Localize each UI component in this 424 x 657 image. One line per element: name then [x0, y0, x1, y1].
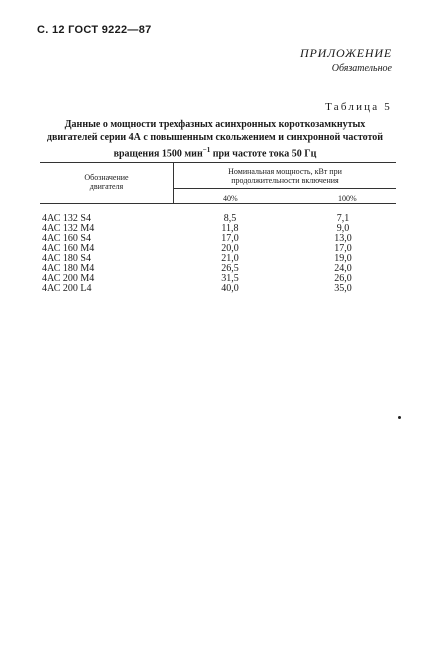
group-header-rule	[174, 188, 396, 189]
caption-superscript: −1	[202, 146, 211, 154]
col-motor-header-line-2: двигателя	[89, 182, 124, 191]
caption-line-3-tail: при частоте тока 50 Гц	[210, 148, 317, 160]
power-100-cell: 35,0	[334, 283, 352, 294]
power-group-header-line-2: продолжительности включения	[231, 176, 339, 185]
caption-line-1: Данные о мощности трехфазных асинхронных короткозамкнутых	[64, 119, 366, 130]
col-motor-header-line-1: Обозначение	[84, 173, 129, 182]
power-100-cell: 24,0	[334, 263, 352, 274]
table-caption	[36, 118, 394, 160]
motor-cell: 4АС 160 S4	[42, 233, 91, 244]
power-100-cell: 7,1	[336, 213, 350, 224]
col-100-header: 100%	[338, 194, 357, 203]
table-body	[40, 204, 396, 294]
page-header: С. 12 ГОСТ 9222—87	[37, 24, 152, 36]
motor-cell: 4АС 160 M4	[42, 243, 95, 254]
appendix-block	[300, 46, 392, 74]
caption-line-2: двигателей серии 4А с повышенным скольжением и синхронной частотой	[46, 132, 384, 143]
power-100-cell: 13,0	[334, 233, 352, 244]
power-40-cell: 40,0	[221, 283, 239, 294]
power-100-cell: 26,0	[334, 273, 352, 284]
motor-cell: 4АС 132 S4	[42, 213, 91, 224]
power-40-cell: 21,0	[221, 253, 239, 264]
motor-cell: 4АС 200 M4	[42, 273, 95, 284]
caption-line-3	[36, 144, 394, 160]
power-40-cell: 11,8	[221, 223, 239, 234]
power-40-cell: 26,5	[221, 263, 239, 274]
table-row	[40, 284, 396, 294]
caption-line-3-text: вращения 1500 мин	[113, 148, 203, 160]
motor-cell: 4АС 200 L4	[42, 283, 92, 294]
appendix-title: ПРИЛОЖЕНИЕ	[300, 46, 392, 60]
power-40-cell: 31,5	[221, 273, 239, 284]
power-40-cell: 20,0	[221, 243, 239, 254]
power-100-cell: 9,0	[336, 223, 350, 234]
power-group-header	[174, 167, 396, 185]
motor-cell: 4АС 132 M4	[42, 223, 95, 234]
col-motor-header	[40, 173, 173, 191]
motor-cell: 4АС 180 S4	[42, 253, 91, 264]
power-100-cell: 17,0	[334, 243, 352, 254]
table-header	[40, 163, 396, 203]
appendix-subtitle: Обязательное	[331, 63, 392, 74]
speck-mark	[398, 416, 401, 419]
power-100-cell: 19,0	[334, 253, 352, 264]
table-number: Таблица 5	[325, 101, 392, 113]
col-40-header: 40%	[223, 194, 238, 203]
motor-cell: 4АС 180 M4	[42, 263, 95, 274]
power-40-cell: 8,5	[223, 213, 237, 224]
power-40-cell: 17,0	[221, 233, 239, 244]
power-group-header-line-1: Номинальная мощность, кВт при	[228, 167, 342, 176]
power-table	[40, 162, 396, 294]
